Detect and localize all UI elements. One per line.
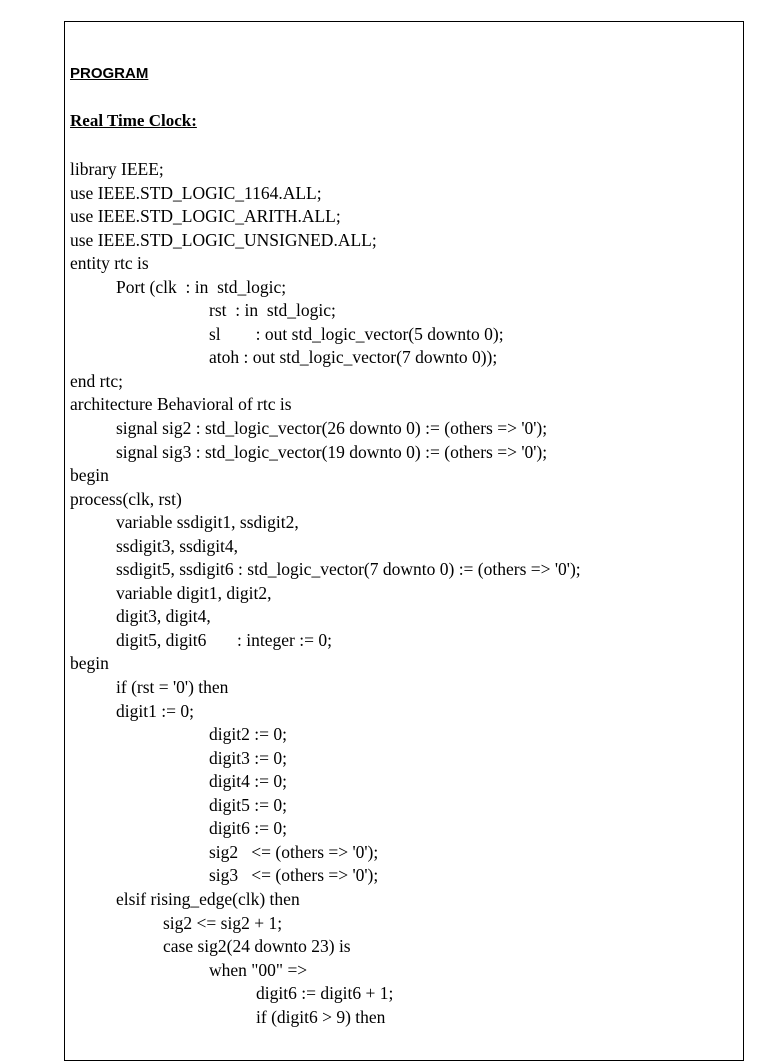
code-line: atoh : out std_logic_vector(7 downto 0)); xyxy=(209,347,498,368)
code-line: variable digit1, digit2, xyxy=(116,582,272,603)
code-line: use IEEE.STD_LOGIC_ARITH.ALL; xyxy=(70,206,341,227)
code-line: sig3 <= (others => '0'); xyxy=(209,865,379,886)
section-heading: Real Time Clock: xyxy=(70,111,197,130)
code-line: architecture Behavioral of rtc is xyxy=(70,394,292,415)
code-line: digit3, digit4, xyxy=(116,606,211,627)
code-line: sl : out std_logic_vector(5 downto 0); xyxy=(209,323,504,344)
code-line: variable ssdigit1, ssdigit2, xyxy=(116,512,299,533)
code-line: case sig2(24 downto 23) is xyxy=(163,936,351,957)
code-line: process(clk, rst) xyxy=(70,488,182,509)
code-line: signal sig3 : std_logic_vector(19 downto 0) := (others => '0'); xyxy=(116,441,548,462)
code-line: digit6 := 0; xyxy=(209,818,287,839)
code-line: when "00" => xyxy=(209,959,308,980)
code-line: entity rtc is xyxy=(70,253,149,274)
code-line: rst : in std_logic; xyxy=(209,300,336,321)
code-line: sig2 <= (others => '0'); xyxy=(209,841,379,862)
code-line: if (rst = '0') then xyxy=(116,677,229,698)
code-listing xyxy=(70,158,581,1029)
code-line: digit5 := 0; xyxy=(209,794,287,815)
code-line: sig2 <= sig2 + 1; xyxy=(163,912,283,933)
code-line: digit6 := digit6 + 1; xyxy=(256,983,394,1004)
code-line: ssdigit3, ssdigit4, xyxy=(116,535,239,556)
code-line: digit2 := 0; xyxy=(209,724,287,745)
code-line: digit1 := 0; xyxy=(116,700,194,721)
code-line: begin xyxy=(70,465,109,486)
code-line: use IEEE.STD_LOGIC_UNSIGNED.ALL; xyxy=(70,229,377,250)
code-line: digit3 := 0; xyxy=(209,747,287,768)
code-line: signal sig2 : std_logic_vector(26 downto 0) := (others => '0'); xyxy=(116,418,548,439)
code-line: digit4 := 0; xyxy=(209,771,287,792)
code-line: end rtc; xyxy=(70,370,123,391)
code-line: elsif rising_edge(clk) then xyxy=(116,888,300,909)
program-heading: PROGRAM xyxy=(70,65,149,82)
code-line: library IEEE; xyxy=(70,159,164,179)
code-line: digit5, digit6 : integer := 0; xyxy=(116,629,332,650)
code-line: if (digit6 > 9) then xyxy=(256,1006,386,1027)
code-line: begin xyxy=(70,653,109,674)
code-line: ssdigit5, ssdigit6 : std_logic_vector(7 downto 0) := (others => '0'); xyxy=(116,559,581,580)
code-line: use IEEE.STD_LOGIC_1164.ALL; xyxy=(70,182,322,203)
code-line: Port (clk : in std_logic; xyxy=(116,276,287,297)
